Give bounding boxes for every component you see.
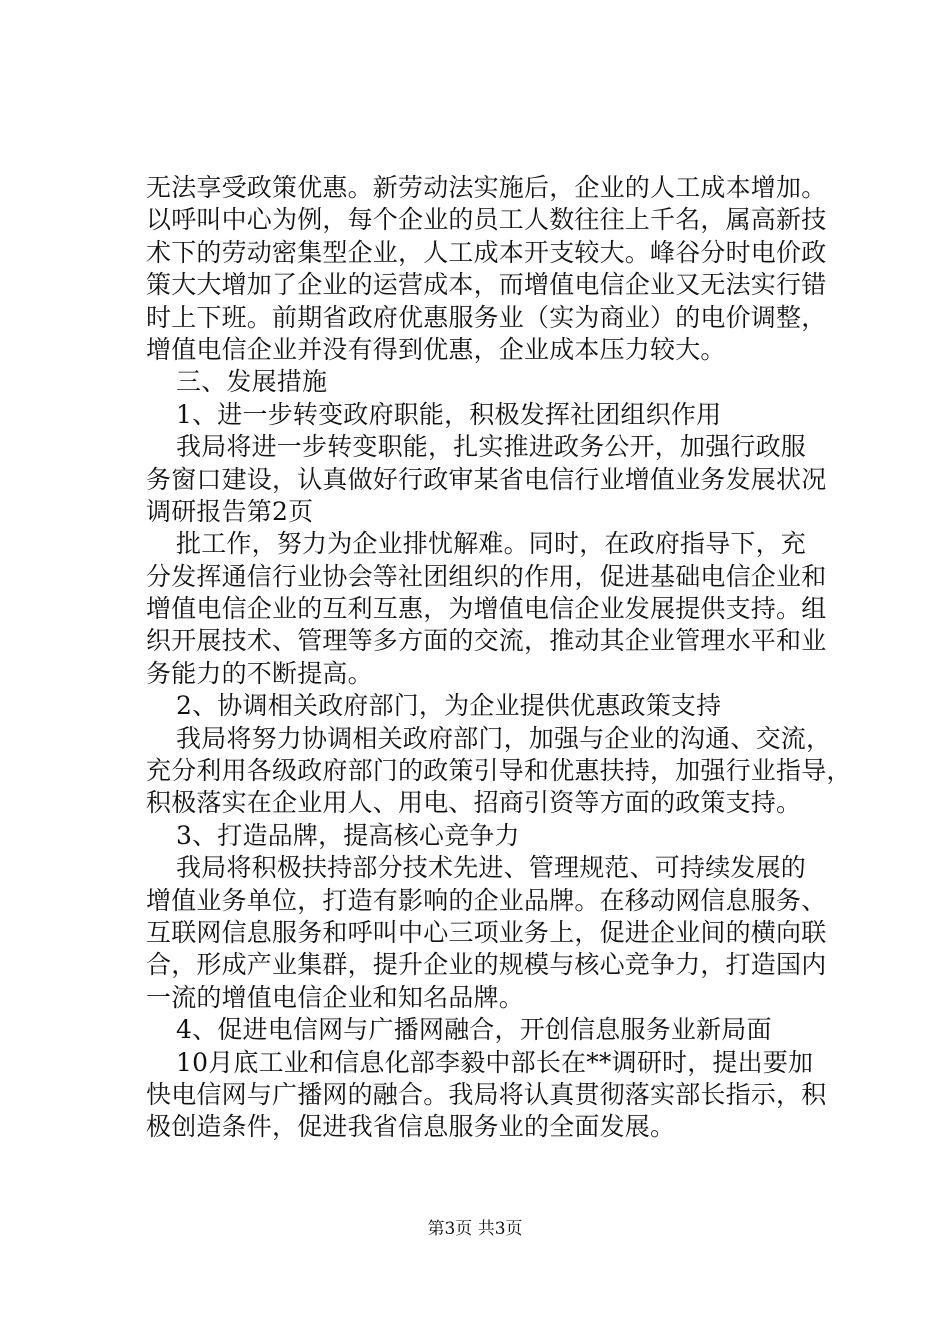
- text-line: 互联网信息服务和呼叫中心三项业务上，促进企业间的横向联: [146, 917, 827, 947]
- text-line: 批工作，努力为企业排忧解难。同时，在政府指导下，充: [176, 529, 807, 559]
- text-line: 充分利用各级政府部门的政策引导和优惠扶持，加强行业指导，: [146, 756, 852, 786]
- text-line: 分发挥通信行业协会等社团组织的作用，促进基础电信企业和: [146, 561, 827, 591]
- text-line: 术下的劳动密集型企业，人工成本开支较大。峰谷分时电价政: [146, 237, 827, 267]
- text-line: 时上下班。前期省政府优惠服务业（实为商业）的电价调整，: [146, 302, 827, 332]
- text-line: 务窗口建设，认真做好行政审某省电信行业增值业务发展状况: [146, 464, 827, 494]
- text-line: 4、促进电信网与广播网融合，开创信息服务业新局面: [176, 1015, 772, 1045]
- text-line: 一流的增值电信企业和知名品牌。: [146, 982, 525, 1012]
- text-line: 快电信网与广播网的融合。我局将认真贯彻落实部长指示，积: [146, 1079, 827, 1109]
- text-line: 增值电信企业并没有得到优惠，企业成本压力较大。: [146, 334, 726, 364]
- document-body: [146, 172, 852, 1144]
- text-line: 增值电信企业的互利互惠，为增值电信企业发展提供支持。组: [146, 594, 827, 624]
- text-line: 极创造条件，促进我省信息服务业的全面发展。: [146, 1112, 676, 1142]
- text-line: 1、进一步转变政府职能，积极发挥社团组织作用: [176, 399, 722, 429]
- text-line: 合，形成产业集群，提升企业的规模与核心竞争力，打造国内: [146, 950, 827, 980]
- text-line: 2、协调相关政府部门，为企业提供优惠政策支持: [176, 691, 722, 721]
- text-line: 无法享受政策优惠。新劳动法实施后，企业的人工成本增加。: [146, 173, 827, 202]
- text-line: 以呼叫中心为例，每个企业的员工人数往往上千名，属高新技: [146, 205, 827, 235]
- text-line: 三、发展措施: [176, 367, 328, 397]
- page-footer: 第3页 共3页: [427, 1219, 523, 1239]
- text-line: 调研报告第2页: [146, 496, 314, 526]
- text-line: 我局将进一步转变职能，扎实推进政务公开，加强行政服: [176, 432, 807, 462]
- text-line: 3、打造品牌，提高核心竞争力: [176, 820, 520, 850]
- text-line: 我局将努力协调相关政府部门，加强与企业的沟通、交流，: [176, 723, 832, 753]
- text-line: 积极落实在企业用人、用电、招商引资等方面的政策支持。: [146, 788, 802, 818]
- text-line: 策大大增加了企业的运营成本，而增值电信企业又无法实行错: [146, 270, 827, 300]
- text-line: 务能力的不断提高。: [146, 658, 373, 688]
- text-line: 织开展技术、管理等多方面的交流，推动其企业管理水平和业: [146, 626, 827, 656]
- text-line: 我局将积极扶持部分技术先进、管理规范、可持续发展的: [176, 853, 807, 883]
- text-line: 10月底工业和信息化部李毅中部长在**调研时，提出要加: [176, 1047, 814, 1077]
- text-line: 增值业务单位，打造有影响的企业品牌。在移动网信息服务、: [146, 885, 827, 915]
